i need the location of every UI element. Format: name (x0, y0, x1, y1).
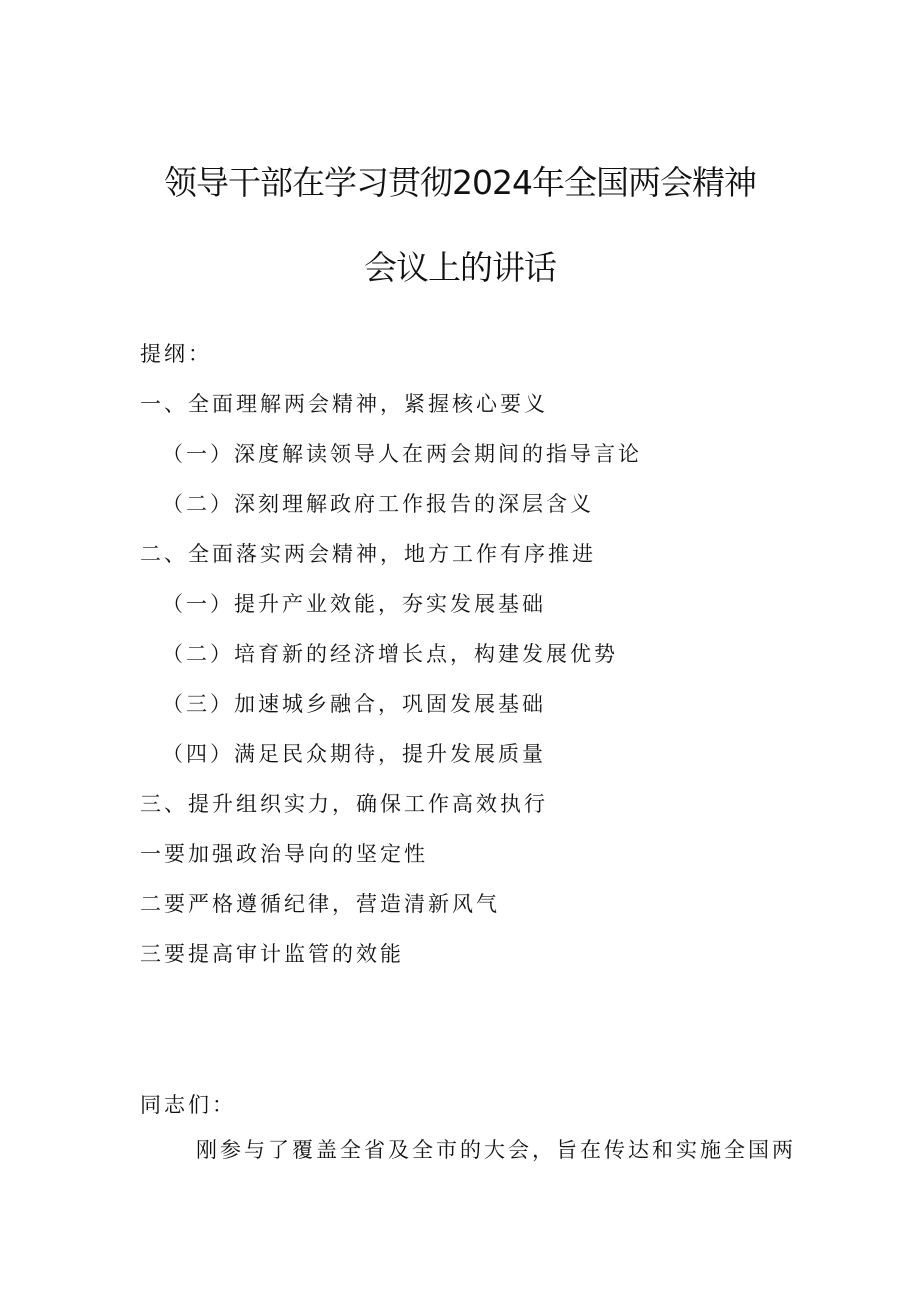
document-title-line-2: 会议上的讲话 (364, 248, 556, 287)
body-paragraph: 刚参与了覆盖全省及全市的大会，旨在传达和实施全国两 (196, 1138, 796, 1162)
outline-item: （二）培育新的经济增长点，构建发展优势 (162, 642, 618, 666)
outline-item: 三要提高审计监管的效能 (140, 942, 404, 966)
outline-label: 提纲： (140, 342, 212, 366)
outline-item: 三、提升组织实力，确保工作高效执行 (140, 792, 548, 816)
outline-item: （三）加速城乡融合，巩固发展基础 (162, 692, 546, 716)
outline-item: 二、全面落实两会精神，地方工作有序推进 (140, 542, 596, 566)
salutation: 同志们： (140, 1093, 236, 1117)
outline-item: （四）满足民众期待，提升发展质量 (162, 742, 546, 766)
document-title-line-1: 领导干部在学习贯彻2024年全国两会精神 (164, 163, 756, 202)
outline-item: 一、全面理解两会精神，紧握核心要义 (140, 392, 548, 416)
outline-item: （二）深刻理解政府工作报告的深层含义 (162, 492, 594, 516)
outline-item: （一）提升产业效能，夯实发展基础 (162, 592, 546, 616)
outline-item: 二要严格遵循纪律，营造清新风气 (140, 892, 500, 916)
outline-item: 一要加强政治导向的坚定性 (140, 842, 428, 866)
outline-item: （一）深度解读领导人在两会期间的指导言论 (162, 442, 642, 466)
